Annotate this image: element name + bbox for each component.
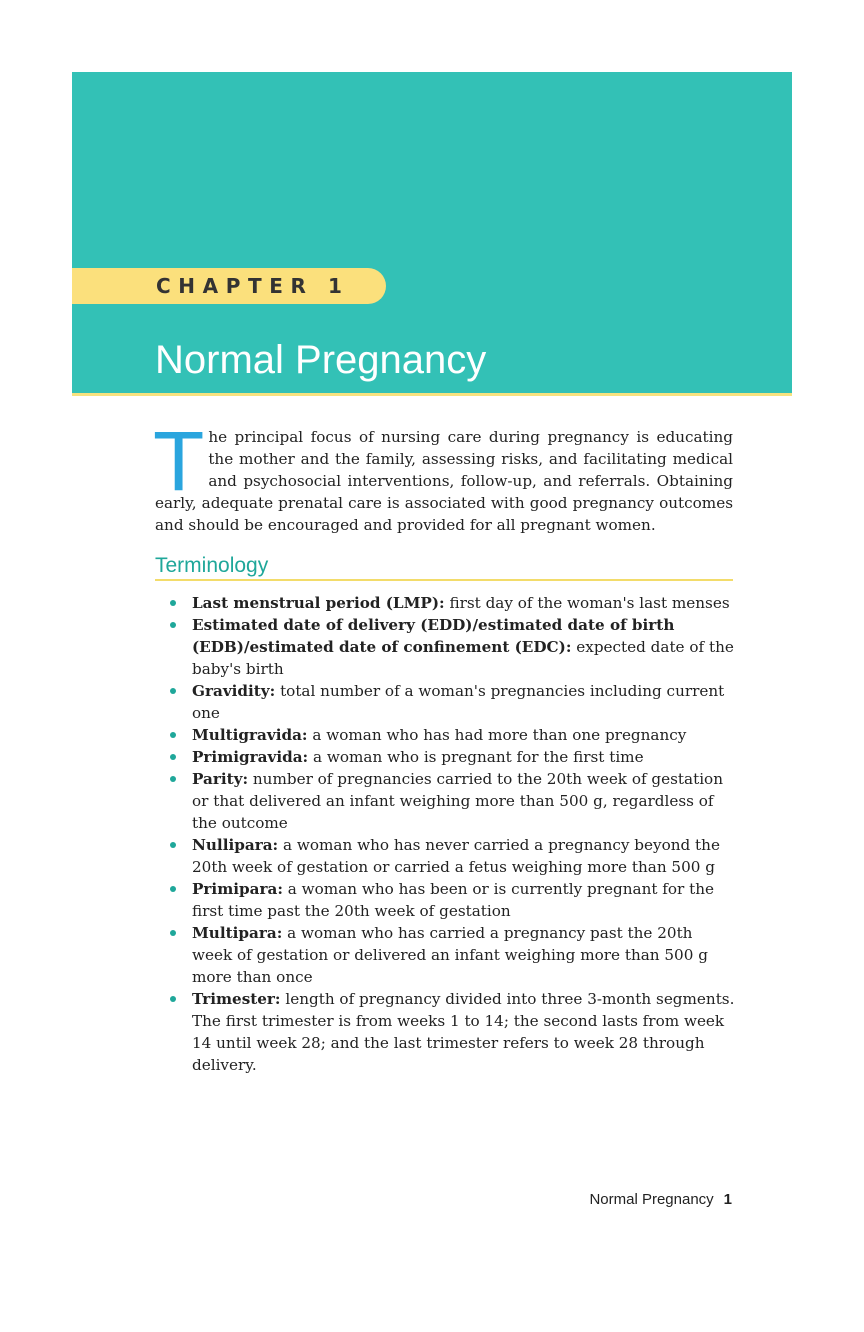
list-item <box>165 724 735 746</box>
bullet-icon <box>170 930 176 936</box>
bullet-icon <box>170 776 176 782</box>
term-definition: a woman who has had more than one pregnancy <box>307 726 687 744</box>
list-item <box>165 746 735 768</box>
term-label: Trimester: <box>192 990 281 1008</box>
term-definition: first day of the woman's last menses <box>444 594 730 612</box>
term-label: Gravidity: <box>192 682 276 700</box>
term-label: Primigravida: <box>192 748 309 766</box>
term-label: Last menstrual period (LMP): <box>192 594 445 612</box>
bullet-icon <box>170 622 176 628</box>
term-definition: a woman who has been or is currently pregnant for the first time past the 20th week of gestation <box>192 880 715 920</box>
section-heading-terminology: Terminology <box>155 554 269 577</box>
term-label: Multipara: <box>192 924 283 942</box>
bullet-icon <box>170 842 176 848</box>
chapter-label: CHAPTER 1 <box>156 274 350 298</box>
list-item <box>165 614 735 680</box>
term-definition: a woman who is pregnant for the first time <box>308 748 644 766</box>
list-item <box>165 680 735 724</box>
list-item <box>165 878 735 922</box>
list-item <box>165 922 735 988</box>
bullet-icon <box>170 754 176 760</box>
term-label: Estimated date of delivery (EDD)/estimated date of birth (EDB)/estimated date of confinement (EDC): <box>192 616 675 656</box>
term-definition: expected date of the baby's birth <box>192 638 734 678</box>
term-definition: a woman who has never carried a pregnancy beyond the 20th week of gestation or carried a fetus weighing more than 500 g <box>192 836 720 876</box>
chapter-title: Normal Pregnancy <box>155 338 487 382</box>
term-label: Nullipara: <box>192 836 279 854</box>
list-item <box>165 834 735 878</box>
page-footer <box>589 1189 732 1211</box>
bullet-icon <box>170 996 176 1002</box>
terminology-list <box>165 592 735 1076</box>
term-label: Primipara: <box>192 880 283 898</box>
bullet-icon <box>170 688 176 694</box>
bullet-icon <box>170 886 176 892</box>
list-item <box>165 768 735 834</box>
list-item <box>165 988 735 1076</box>
term-definition: total number of a woman's pregnancies including current one <box>192 682 725 722</box>
header-divider <box>72 393 792 396</box>
intro-paragraph <box>153 414 733 536</box>
term-definition: length of pregnancy divided into three 3-month segments. The first trimester is from weeks 1 to 14; the second lasts from week 14 until week 28; and the last trimester refers to week 28 through delivery. <box>192 990 735 1074</box>
term-definition: a woman who has carried a pregnancy past the 20th week of gestation or delivered an infant weighing more than 500 g more than once <box>192 924 708 986</box>
drop-cap: T <box>153 414 205 508</box>
page-number: 1 <box>723 1191 732 1208</box>
list-item <box>165 592 735 614</box>
running-title: Normal Pregnancy <box>589 1191 714 1208</box>
section-divider <box>155 579 733 581</box>
intro-text: he principal focus of nursing care during pregnancy is educating the mother and the family, assessing risks, and facilitating medical and psychosocial interventions, follow-up, and referrals. Obtaining early, adequate prenatal care is associated with good pregnancy outcomes and should be encouraged and provided for all pregnant women. <box>155 428 733 534</box>
bullet-icon <box>170 732 176 738</box>
term-label: Multigravida: <box>192 726 308 744</box>
term-definition: number of pregnancies carried to the 20th week of gestation or that delivered an infant weighing more than 500 g, regardless of the outcome <box>192 770 723 832</box>
bullet-icon <box>170 600 176 606</box>
term-label: Parity: <box>192 770 249 788</box>
